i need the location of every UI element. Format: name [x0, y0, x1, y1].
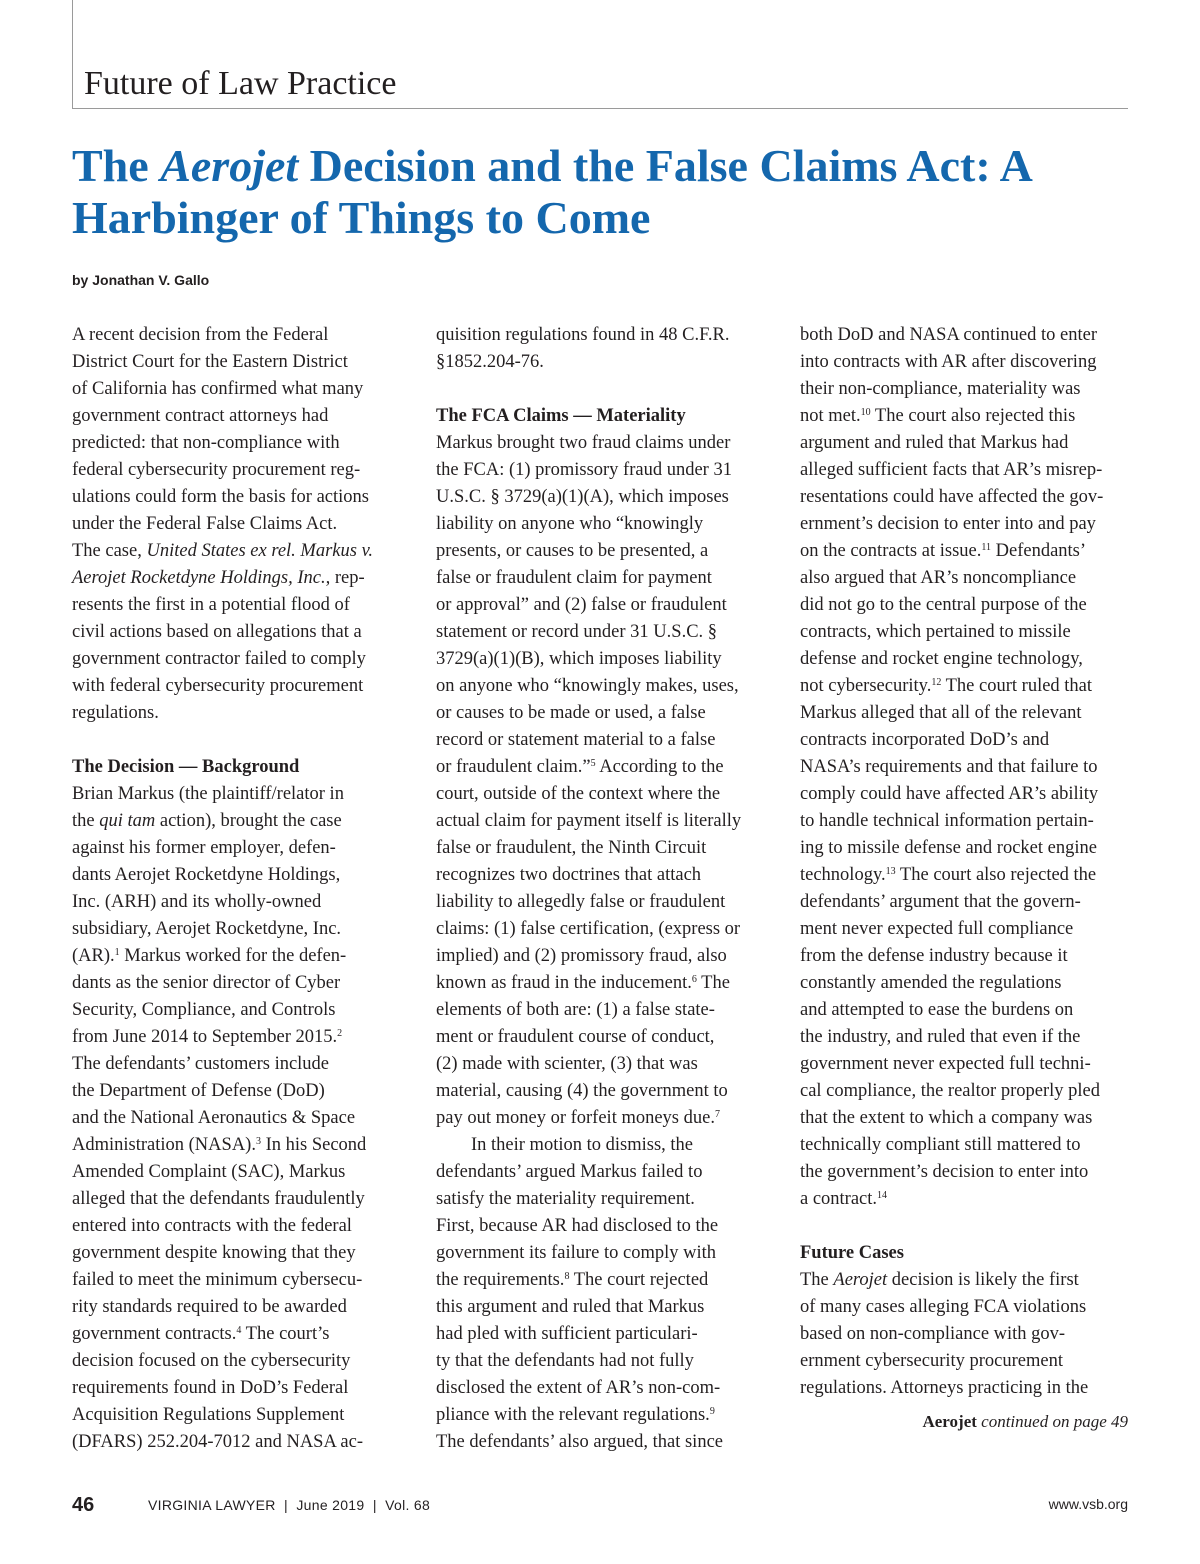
- text-line: Security, Compliance, and Controls: [72, 1000, 336, 1020]
- title-em: Aerojet: [160, 140, 299, 191]
- text-line: quisition regulations found in 48 C.F.R.: [436, 325, 730, 345]
- text-run: the: [72, 811, 100, 831]
- footnote-ref: 8: [564, 1271, 570, 1282]
- paragraph-gap: [436, 376, 774, 403]
- text-line: did not go to the central purpose of the: [800, 595, 1087, 615]
- text-line: A recent decision from the Federal: [72, 325, 329, 345]
- text-line: the government’s decision to enter into: [800, 1162, 1089, 1182]
- text-run: The court rejected: [569, 1270, 709, 1290]
- text-line: In their motion to dismiss, the: [471, 1135, 693, 1155]
- text-line: regulations.: [72, 703, 159, 723]
- text-line: defendants’ argued Markus failed to: [436, 1162, 703, 1182]
- text-line: under the Federal False Claims Act.: [72, 514, 338, 534]
- text-line: dants as the senior director of Cyber: [72, 973, 341, 993]
- text-line: the industry, and ruled that even if the: [800, 1027, 1081, 1047]
- text-run: According to the: [595, 757, 724, 777]
- text-line: the Department of Defense (DoD): [72, 1081, 325, 1101]
- text-line: based on non-compliance with gov-: [800, 1324, 1066, 1344]
- byline: by Jonathan V. Gallo: [72, 272, 210, 288]
- text-line: presents, or causes to be presented, a: [436, 541, 709, 561]
- footnote-ref: 3: [255, 1136, 261, 1147]
- text-run: pliance with the relevant regulations.: [436, 1405, 710, 1425]
- text-run: The case,: [72, 541, 147, 561]
- text-run: The court also rejected this: [870, 406, 1076, 426]
- footnote-ref: 13: [885, 866, 896, 877]
- text-line: technically compliant still mattered to: [800, 1135, 1081, 1155]
- text-line: The defendants’ customers include: [72, 1054, 330, 1074]
- publication-info: VIRGINIA LAWYER | June 2019 | Vol. 68: [148, 1497, 431, 1513]
- continued-on-note: [922, 1410, 1128, 1434]
- text-line: of many cases alleging FCA violations: [800, 1297, 1087, 1317]
- text-line: [72, 538, 410, 565]
- section-label: Future of Law Practice: [84, 65, 397, 102]
- text-line: [72, 565, 410, 592]
- section-heading: The FCA Claims — Materiality: [436, 406, 686, 426]
- text-line: [436, 1105, 774, 1132]
- text-line: [800, 673, 1138, 700]
- text-line: resentations could have affected the gov-: [800, 487, 1104, 507]
- section-heading: Future Cases: [800, 1243, 904, 1263]
- text-run: on the contracts at issue.: [800, 541, 982, 561]
- text-line: government contractor failed to comply: [72, 649, 366, 669]
- footnote-ref: 10: [860, 407, 871, 418]
- text-run: not cybersecurity.: [800, 676, 932, 696]
- text-line: ty that the defendants had not fully: [436, 1351, 694, 1371]
- text-line: federal cybersecurity procurement reg-: [72, 460, 361, 480]
- text-line: entered into contracts with the federal: [72, 1216, 352, 1236]
- continued-text: continued on page 49: [976, 1412, 1128, 1431]
- text-line: government contract attorneys had: [72, 406, 329, 426]
- text-run: technology.: [800, 865, 886, 885]
- text-line: record or statement material to a false: [436, 730, 716, 750]
- text-line: [436, 970, 774, 997]
- text-run: Administration (NASA).: [72, 1135, 256, 1155]
- text-line: material, causing (4) the government to: [436, 1081, 728, 1101]
- paragraph-gap: [72, 727, 410, 754]
- text-em: Aerojet: [833, 1270, 888, 1290]
- text-line: liability to allegedly false or fraudulent: [436, 892, 726, 912]
- text-line: Brian Markus (the plaintiff/relator in: [72, 784, 344, 804]
- text-line: liability on anyone who “knowingly: [436, 514, 704, 534]
- website-link[interactable]: www.vsb.org: [1048, 1496, 1128, 1512]
- text-line: requirements found in DoD’s Federal: [72, 1378, 349, 1398]
- footnote-ref: 2: [337, 1028, 343, 1039]
- text-run: the requirements.: [436, 1270, 565, 1290]
- header-horizontal-rule: [72, 108, 1128, 109]
- continued-keyword: Aerojet: [922, 1412, 977, 1431]
- text-run: In his Second: [260, 1135, 367, 1155]
- text-line: alleged sufficient facts that AR’s misrep-: [800, 460, 1103, 480]
- text-line: implied) and (2) promissory fraud, also: [436, 946, 727, 966]
- text-line: NASA’s requirements and that failure to: [800, 757, 1098, 777]
- text-run: Markus worked for the defen-: [119, 946, 347, 966]
- text-line: or causes to be made or used, a false: [436, 703, 706, 723]
- case-name: United States ex rel. Markus v.: [146, 541, 374, 561]
- footnote-ref: 11: [981, 542, 991, 553]
- text-line: government its failure to comply with: [436, 1243, 717, 1263]
- text-run: rep-: [330, 568, 365, 588]
- footnote-ref: 6: [691, 974, 697, 985]
- text-em: qui tam: [99, 811, 156, 831]
- footnote-ref: 5: [590, 758, 596, 769]
- text-line: defense and rocket engine technology,: [800, 649, 1083, 669]
- text-line: [72, 1024, 410, 1051]
- text-line: regulations. Attorneys practicing in the: [800, 1378, 1089, 1398]
- text-run: from June 2014 to September 2015.: [72, 1027, 338, 1047]
- text-line: comply could have affected AR’s ability: [800, 784, 1099, 804]
- text-line: District Court for the Eastern District: [72, 352, 348, 372]
- text-line: that the extent to which a company was: [800, 1108, 1093, 1128]
- column-2: [436, 322, 774, 1456]
- text-line: [800, 1186, 1138, 1213]
- text-line: [800, 862, 1138, 889]
- column-1: [72, 322, 410, 1456]
- text-line: or approval” and (2) false or fraudulent: [436, 595, 727, 615]
- text-line: [72, 943, 410, 970]
- footnote-ref: 4: [236, 1325, 242, 1336]
- text-line: from the defense industry because it: [800, 946, 1068, 966]
- text-line: resents the first in a potential flood of: [72, 595, 350, 615]
- text-line: against his former employer, defen-: [72, 838, 336, 858]
- text-line: First, because AR had disclosed to the: [436, 1216, 719, 1236]
- text-line: civil actions based on allegations that a: [72, 622, 362, 642]
- text-line: Markus alleged that all of the relevant: [800, 703, 1082, 723]
- footnote-ref: 14: [877, 1190, 888, 1201]
- text-line: Inc. (ARH) and its wholly-owned: [72, 892, 322, 912]
- text-line: ernment cybersecurity procurement: [800, 1351, 1063, 1371]
- text-line: U.S.C. § 3729(a)(1)(A), which imposes: [436, 487, 729, 507]
- text-line: 3729(a)(1)(B), which imposes liability: [436, 649, 722, 669]
- text-line: defendants’ argument that the govern-: [800, 892, 1081, 912]
- text-line: both DoD and NASA continued to enter: [800, 325, 1097, 345]
- text-line: false or fraudulent claim for payment: [436, 568, 712, 588]
- text-line: into contracts with AR after discovering: [800, 352, 1097, 372]
- column-3: [800, 322, 1138, 1402]
- text-line: argument and ruled that Markus had: [800, 433, 1069, 453]
- text-line: on anyone who “knowingly makes, uses,: [436, 676, 739, 696]
- text-run: action), brought the case: [155, 811, 342, 831]
- text-line: to handle technical information pertain-: [800, 811, 1094, 831]
- text-line: [800, 403, 1138, 430]
- text-run: (AR).: [72, 946, 115, 966]
- text-line: The defendants’ also argued, that since: [436, 1432, 723, 1452]
- text-line: decision focused on the cybersecurity: [72, 1351, 351, 1371]
- text-run: The court’s: [241, 1324, 330, 1344]
- text-run: The: [696, 973, 730, 993]
- text-line: also argued that AR’s noncompliance: [800, 568, 1077, 588]
- text-line: [72, 1321, 410, 1348]
- text-line: rity standards required to be awarded: [72, 1297, 347, 1317]
- text-line: §1852.204-76.: [436, 352, 544, 372]
- text-line: [72, 808, 410, 835]
- text-run: known as fraud in the inducement.: [436, 973, 692, 993]
- text-line: failed to meet the minimum cybersecu-: [72, 1270, 363, 1290]
- text-line: this argument and ruled that Markus: [436, 1297, 705, 1317]
- text-run: or fraudulent claim.”: [436, 757, 591, 777]
- paragraph-gap: [800, 1213, 1138, 1240]
- text-line: [800, 538, 1138, 565]
- title-post: Decision and the False Claims Act: A Harbinger of Things to Come: [72, 140, 1031, 243]
- text-line: satisfy the materiality requirement.: [436, 1189, 695, 1209]
- text-line: ment never expected full compliance: [800, 919, 1074, 939]
- text-line: [72, 1132, 410, 1159]
- page-footer: [72, 1494, 1128, 1520]
- text-run: government contracts.: [72, 1324, 237, 1344]
- text-line: [436, 1402, 774, 1429]
- text-line: ing to missile defense and rocket engine: [800, 838, 1097, 858]
- text-line: government despite knowing that they: [72, 1243, 356, 1263]
- text-line: elements of both are: (1) a false state-: [436, 1000, 715, 1020]
- text-line: [436, 1267, 774, 1294]
- text-line: constantly amended the regulations: [800, 973, 1062, 993]
- text-run: Defendants’: [991, 541, 1087, 561]
- text-line: (DFARS) 252.204-7012 and NASA ac-: [72, 1432, 364, 1452]
- footnote-ref: 12: [931, 677, 942, 688]
- section-heading: The Decision — Background: [72, 757, 300, 777]
- text-line: alleged that the defendants fraudulently: [72, 1189, 365, 1209]
- text-line: had pled with sufficient particulari-: [436, 1324, 698, 1344]
- text-run: pay out money or forfeit moneys due.: [436, 1108, 715, 1128]
- text-line: contracts incorporated DoD’s and: [800, 730, 1050, 750]
- text-line: disclosed the extent of AR’s non-com-: [436, 1378, 721, 1398]
- text-line: of California has confirmed what many: [72, 379, 364, 399]
- case-name: Aerojet Rocketdyne Holdings, Inc.,: [72, 568, 331, 588]
- title-pre: The: [72, 140, 161, 191]
- text-line: and the National Aeronautics & Space: [72, 1108, 356, 1128]
- header-vertical-rule: [72, 0, 73, 108]
- text-run: decision is likely the first: [887, 1270, 1079, 1290]
- text-line: court, outside of the context where the: [436, 784, 721, 804]
- text-line: and attempted to ease the burdens on: [800, 1000, 1074, 1020]
- text-run: The court ruled that: [941, 676, 1093, 696]
- text-line: ernment’s decision to enter into and pay: [800, 514, 1096, 534]
- text-line: government never expected full techni-: [800, 1054, 1091, 1074]
- footnote-ref: 7: [714, 1109, 720, 1120]
- text-run: not met.: [800, 406, 861, 426]
- text-line: (2) made with scienter, (3) that was: [436, 1054, 698, 1074]
- text-line: cal compliance, the realtor properly pled: [800, 1081, 1100, 1101]
- text-line: with federal cybersecurity procurement: [72, 676, 364, 696]
- text-line: actual claim for payment itself is literally: [436, 811, 742, 831]
- text-run: a contract.: [800, 1189, 878, 1209]
- text-line: Amended Complaint (SAC), Markus: [72, 1162, 346, 1182]
- text-line: dants Aerojet Rocketdyne Holdings,: [72, 865, 341, 885]
- text-line: the FCA: (1) promissory fraud under 31: [436, 460, 732, 480]
- text-run: The court also rejected the: [895, 865, 1097, 885]
- page-number: 46: [72, 1494, 95, 1516]
- text-line: ulations could form the basis for actions: [72, 487, 369, 507]
- text-line: contracts, which pertained to missile: [800, 622, 1071, 642]
- text-line: subsidiary, Aerojet Rocketdyne, Inc.: [72, 919, 342, 939]
- text-line: statement or record under 31 U.S.C. §: [436, 622, 718, 642]
- text-line: claims: (1) false certification, (express or: [436, 919, 741, 939]
- text-line: [800, 1267, 1138, 1294]
- text-line: Markus brought two fraud claims under: [436, 433, 731, 453]
- footnote-ref: 1: [114, 947, 120, 958]
- article-title: [72, 140, 1072, 244]
- text-line: ment or fraudulent course of conduct,: [436, 1027, 715, 1047]
- text-line: [436, 754, 774, 781]
- text-line: false or fraudulent, the Ninth Circuit: [436, 838, 707, 858]
- text-line: Acquisition Regulations Supplement: [72, 1405, 345, 1425]
- text-line: predicted: that non-compliance with: [72, 433, 340, 453]
- text-line: recognizes two doctrines that attach: [436, 865, 702, 885]
- text-line: their non-compliance, materiality was: [800, 379, 1081, 399]
- text-run: The: [800, 1270, 834, 1290]
- footnote-ref: 9: [709, 1406, 715, 1417]
